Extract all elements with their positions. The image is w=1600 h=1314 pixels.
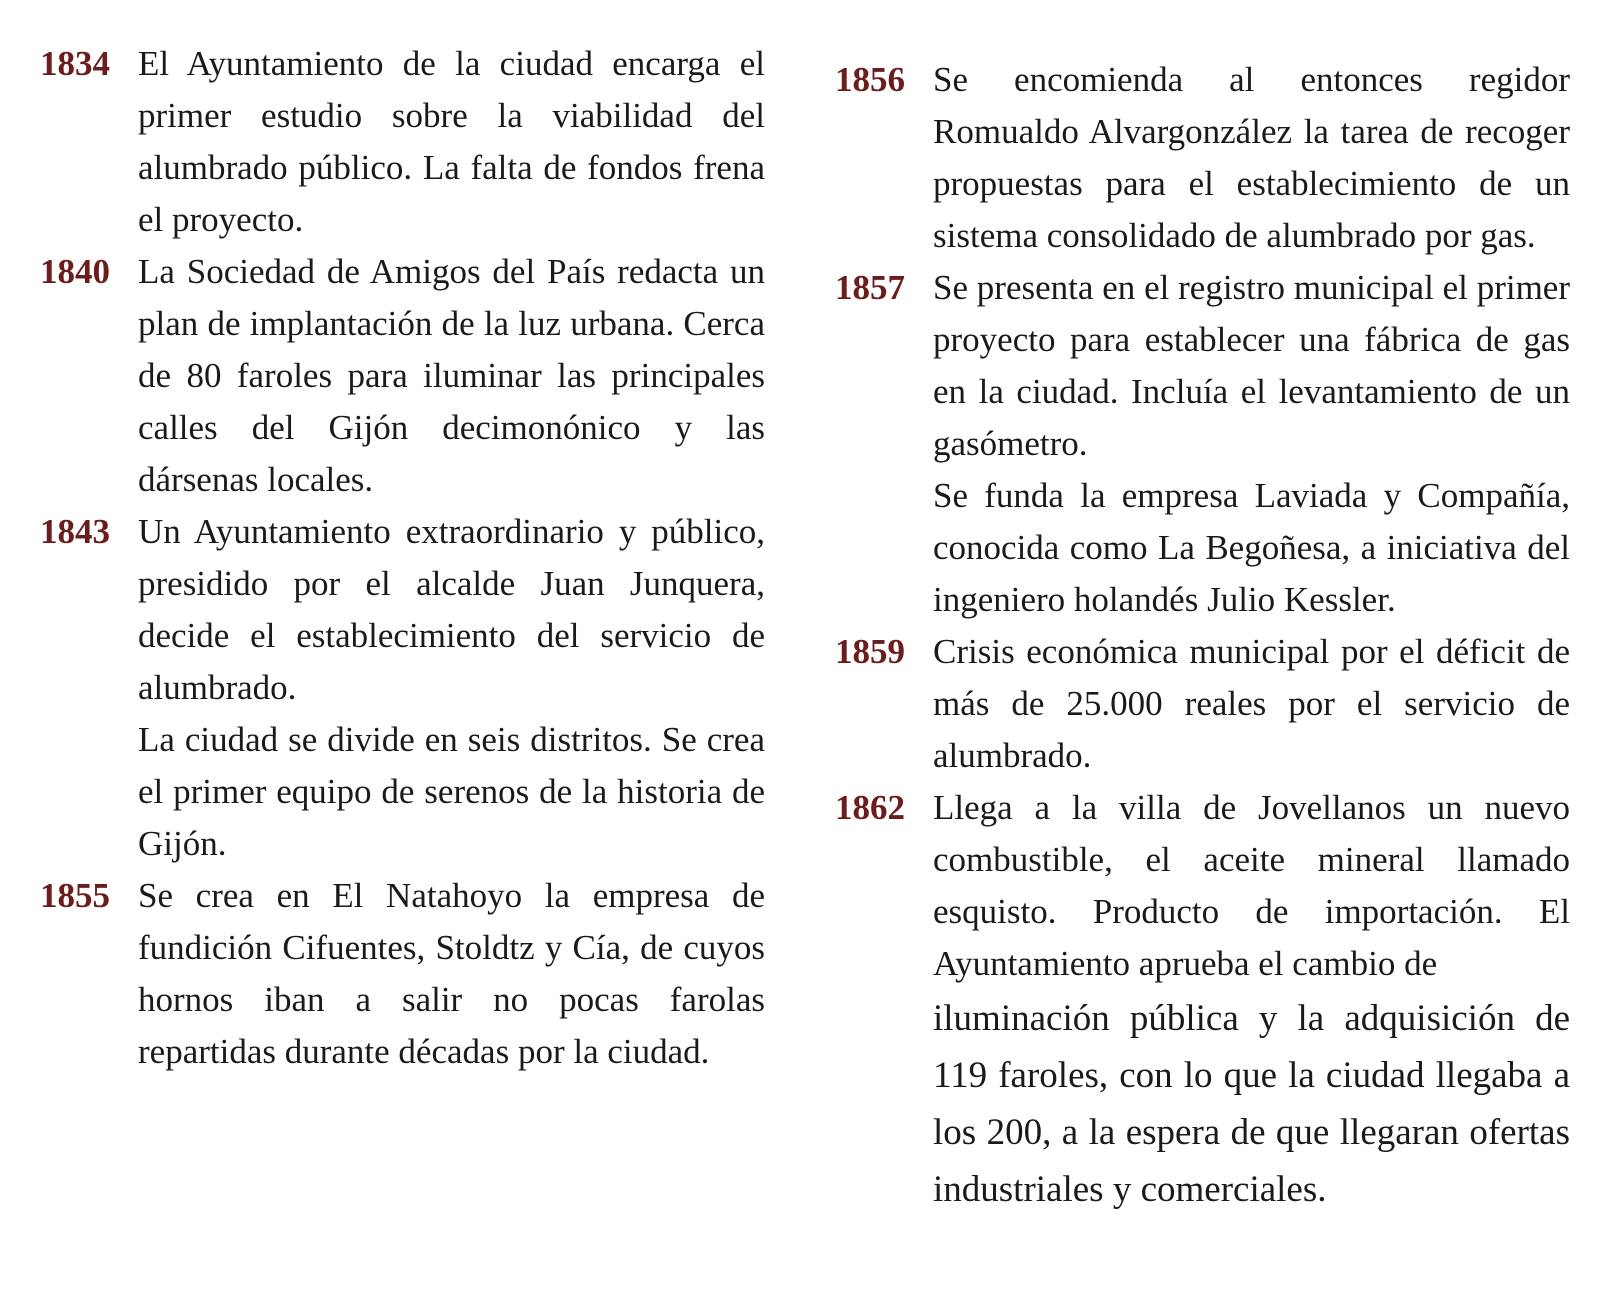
entry-text: Llega a la villa de Jovellanos un nuevo combustible, el aceite mineral llamado esquisto. Producto de importación. El Ayuntamiento aprueba el cambio de <box>933 788 1570 983</box>
entry-year: 1855 <box>40 876 110 915</box>
timeline-entry-1857 <box>835 262 1570 626</box>
timeline-entry-1834 <box>40 38 765 246</box>
entry-text: Se presenta en el registro municipal el primer proyecto para establecer una fábrica de gas en la ciudad. Incluía el levantamiento de un gasómetro. <box>933 268 1570 463</box>
entry-year: 1834 <box>40 44 110 83</box>
entry-body <box>138 246 765 506</box>
entry-body <box>933 626 1570 782</box>
entry-year: 1843 <box>40 512 110 551</box>
timeline-left-column <box>40 38 765 1078</box>
timeline-entry-1840 <box>40 246 765 506</box>
entry-year: 1856 <box>835 60 905 99</box>
timeline-entry-1855 <box>40 870 765 1078</box>
timeline-entry-1856 <box>835 54 1570 262</box>
timeline-entry-1862 <box>835 782 1570 1218</box>
entry-year: 1862 <box>835 788 905 827</box>
entry-text: Se funda la empresa Laviada y Compañía, conocida como La Begoñesa, a iniciativa del ingeniero holandés Julio Kessler. <box>933 476 1570 619</box>
entry-text-large-block <box>933 990 1570 1218</box>
entry-text: iluminación pública y la adquisición de 119 faroles, con lo que la ciudad llegaba a los 200, a la espera de que llegaran ofertas industriales y comerciales. <box>933 998 1570 1210</box>
entry-text: La ciudad se divide en seis distritos. Se crea el primer equipo de serenos de la historia de Gijón. <box>138 720 765 863</box>
entry-text: Un Ayuntamiento extraordinario y público, presidido por el alcalde Juan Junquera, decide el establecimiento del servicio de alumbrado. <box>138 512 765 707</box>
entry-body <box>138 38 765 246</box>
entry-body <box>933 262 1570 626</box>
entry-body <box>933 782 1570 1218</box>
timeline-right-column <box>835 54 1570 1218</box>
entry-text: El Ayuntamiento de la ciudad encarga el primer estudio sobre la viabilidad del alumbrado público. La falta de fondos frena el proyecto. <box>138 44 765 239</box>
entry-text: Se encomienda al entonces regidor Romualdo Alvargonzález la tarea de recoger propuestas para el establecimiento de un sistema consolidado de alumbrado por gas. <box>933 60 1570 255</box>
entry-body <box>138 506 765 870</box>
entry-year: 1859 <box>835 632 905 671</box>
entry-text: Crisis económica municipal por el déficit de más de 25.000 reales por el servicio de alumbrado. <box>933 632 1570 775</box>
entry-body <box>933 54 1570 262</box>
entry-body <box>138 870 765 1078</box>
entry-year: 1857 <box>835 268 905 307</box>
entry-text: La Sociedad de Amigos del País redacta un plan de implantación de la luz urbana. Cerca de 80 faroles para iluminar las principales calles del Gijón decimonónico y las dársenas locales. <box>138 252 765 499</box>
entry-text: Se crea en El Natahoyo la empresa de fundición Cifuentes, Stoldtz y Cía, de cuyos hornos iban a salir no pocas farolas repartidas durante décadas por la ciudad. <box>138 876 765 1071</box>
timeline-entry-1843 <box>40 506 765 870</box>
timeline-entry-1859 <box>835 626 1570 782</box>
entry-year: 1840 <box>40 252 110 291</box>
